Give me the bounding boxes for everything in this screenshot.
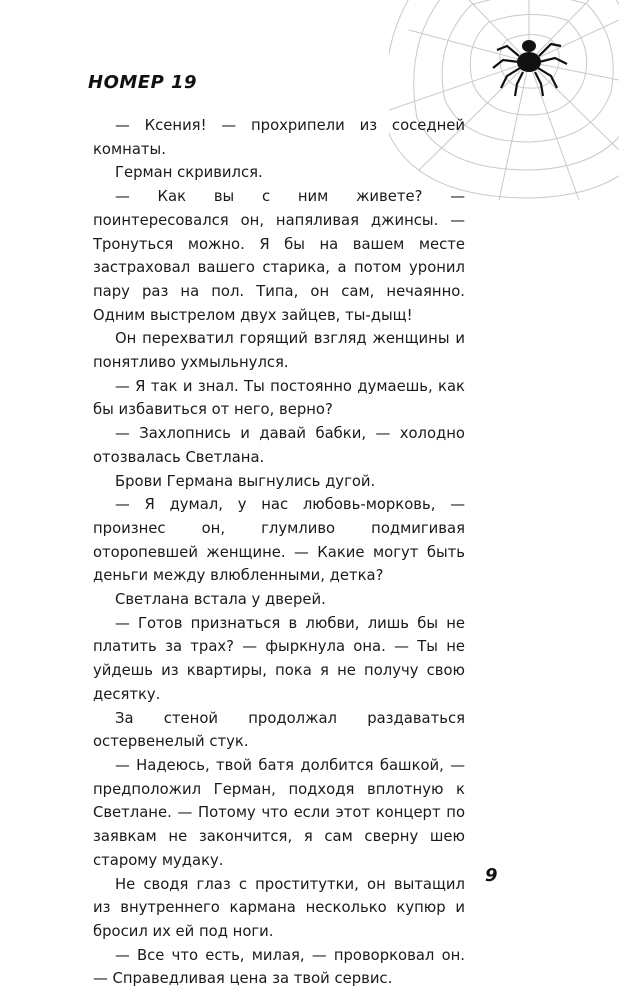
- paragraph: — Как вы с ним живете? — поинтересовался он, напяливая джинсы. — Тронуться можно. Я бы на вашем месте застраховал вашего старика, а потом уронил пару раз на пол. Типа, он сам, нечаянно. Одним выстрелом двух зайцев, ты-дыщ!: [93, 188, 465, 324]
- paragraph: Брови Германа выгнулись дугой.: [115, 472, 376, 490]
- paragraph: — Ксения! — прохрипели из соседней комнаты.: [93, 117, 465, 158]
- paragraph: — Захлопнись и давай бабки, — холодно отозвалась Светлана.: [93, 425, 465, 466]
- paragraph: — Готов признаться в любви, лишь бы не платить за трах? — фыркнула она. — Ты не уйдешь из квартиры, пока я не получу свою десятку.: [93, 614, 465, 703]
- paragraph: За стеной продолжал раздаваться остервенелый стук.: [93, 709, 465, 751]
- paragraph: — Надеюсь, твой батя долбится башкой, — предположил Герман, подходя вплотную к Светлане. — Потому что если этот концерт по заявкам не закончится, я сам сверну шею старому мудаку.: [93, 756, 465, 869]
- paragraph: — Я так и знал. Ты постоянно думаешь, как бы избавиться от него, верно?: [93, 377, 465, 419]
- body-text: [93, 114, 465, 991]
- page-number: 9: [485, 865, 498, 886]
- paragraph: — Я думал, у нас любовь-морковь, — произнес он, глумливо подмигивая оторопевшей женщине. — Какие могут быть деньги между влюбленными, детка?: [93, 496, 465, 585]
- paragraph: — Все что есть, милая, — проворковал он. — Справедливая цена за твой сервис.: [93, 946, 465, 988]
- paragraph: Герман скривился.: [115, 164, 263, 182]
- paragraph: Он перехватил горящий взгляд женщины и понятливо ухмыльнулся.: [93, 330, 465, 372]
- paragraph: Не сводя глаз с проститутки, он вытащил из внутреннего кармана несколько купюр и бросил их ей под ноги.: [93, 875, 465, 940]
- paragraph: Светлана встала у дверей.: [115, 591, 326, 609]
- running-title: НОМЕР 19: [88, 72, 198, 93]
